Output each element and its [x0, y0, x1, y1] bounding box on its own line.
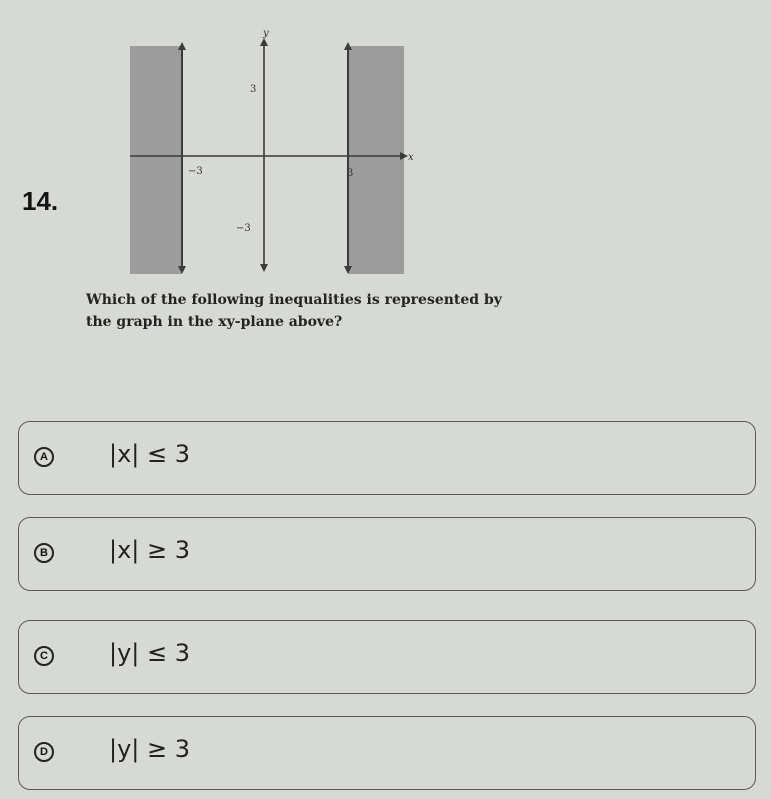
answer-option-a[interactable]	[18, 421, 756, 495]
answer-option-c[interactable]	[18, 620, 756, 694]
y-axis-label: y	[263, 28, 269, 39]
x-axis-label: x	[408, 152, 414, 163]
tick-label-x-pos: 3	[347, 168, 354, 179]
option-letter-badge: D	[34, 742, 54, 762]
option-inequality-text: |y| ≥ 3	[109, 735, 191, 763]
option-inequality-text: |y| ≤ 3	[109, 639, 191, 667]
right-shaded-region	[348, 46, 404, 274]
inequality-graph	[118, 22, 418, 277]
left-shaded-region	[130, 46, 182, 274]
option-letter-badge: C	[34, 646, 54, 666]
option-inequality-text: |x| ≤ 3	[109, 440, 191, 468]
answer-option-b[interactable]	[18, 517, 756, 591]
y-axis-arrow-up	[260, 38, 268, 46]
option-letter-badge: A	[34, 447, 54, 467]
tick-label-y-pos: 3	[250, 84, 257, 95]
tick-label-y-neg: −3	[236, 223, 251, 234]
question-text: Which of the following inequalities is represented by the graph in the xy-plane above?	[86, 292, 502, 330]
tick-label-x-neg: −3	[188, 166, 203, 177]
y-axis-arrow-down	[260, 264, 268, 272]
option-inequality-text: |x| ≥ 3	[109, 536, 191, 564]
question-number: 14.	[22, 186, 59, 216]
option-letter-badge: B	[34, 543, 54, 563]
answer-option-d[interactable]	[18, 716, 756, 790]
